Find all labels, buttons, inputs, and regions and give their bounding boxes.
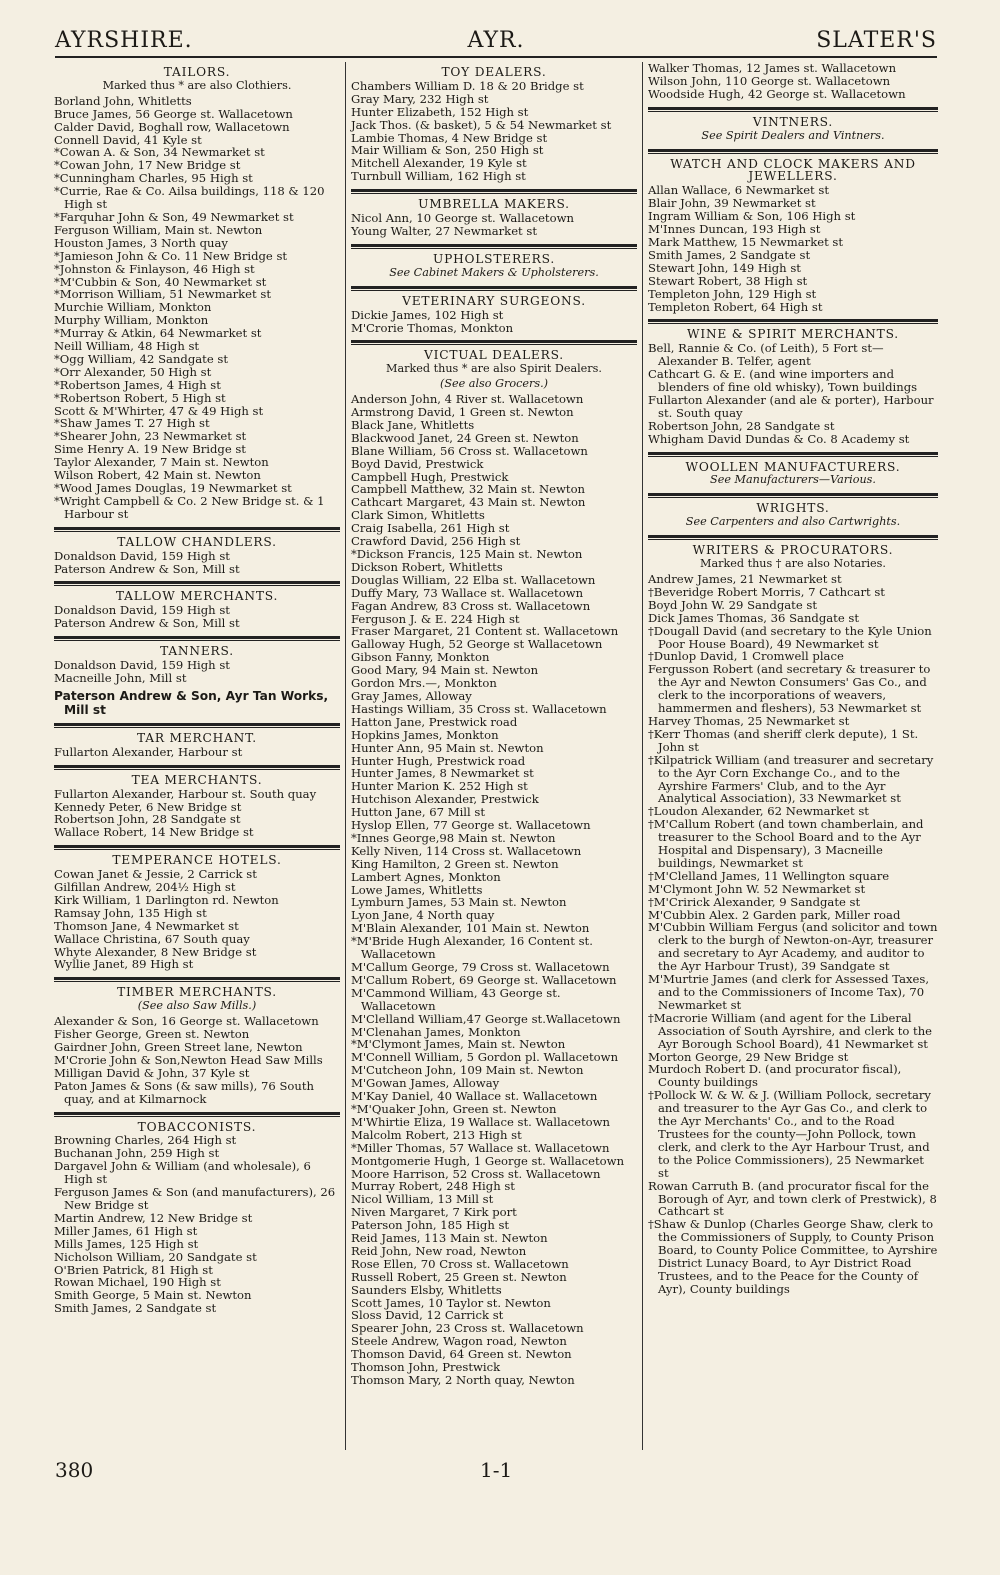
section-cross-reference: See Carpenters and also Cartwrights. xyxy=(685,515,901,529)
directory-entry: Campbell Hugh, Prestwick xyxy=(351,469,509,484)
directory-entry: Cowan Janet & Jessie, 2 Carrick st xyxy=(54,867,257,882)
advertised-entry: Paterson Andrew & Son, Ayr Tan Works, Mill st xyxy=(54,688,329,717)
directory-entry: Thomson John, Prestwick xyxy=(351,1360,501,1375)
directory-entry: Sloss David, 12 Carrick st xyxy=(351,1308,504,1323)
section-rule xyxy=(54,1112,340,1117)
directory-entry: Good Mary, 94 Main st. Newton xyxy=(351,663,539,678)
directory-entry: *Shaw James T. 27 High st xyxy=(54,416,210,431)
section-title: TEA MERCHANTS. xyxy=(131,772,263,787)
column-divider xyxy=(345,62,346,1450)
directory-section xyxy=(54,590,340,630)
directory-entry: †Beveridge Robert Morris, 7 Cathcart st xyxy=(648,584,885,599)
directory-section xyxy=(351,253,637,280)
directory-entry: Alexander & Son, 16 George st. Wallacetown xyxy=(54,1014,319,1029)
directory-entry: M'Clymont John W. 52 Newmarket st xyxy=(648,881,866,896)
directory-entry: Sime Henry A. 19 New Bridge st xyxy=(54,442,246,457)
directory-entry: Hyslop Ellen, 77 George st. Wallacetown xyxy=(351,818,591,833)
section-title: TAR MERCHANT. xyxy=(137,730,257,745)
directory-entry: Dick James Thomas, 36 Sandgate st xyxy=(648,610,859,625)
section-title: TALLOW MERCHANTS. xyxy=(115,589,279,604)
directory-section xyxy=(54,732,340,759)
directory-entry: Taylor Alexander, 7 Main st. Newton xyxy=(54,455,269,470)
column-middle xyxy=(351,62,637,1393)
directory-entry: Jack Thos. (& basket), 5 & 54 Newmarket st xyxy=(351,117,612,132)
directory-entry: Lambert Agnes, Monkton xyxy=(351,869,501,884)
directory-entry: Hopkins James, Monkton xyxy=(351,727,499,742)
signature-mark: 1-1 xyxy=(480,1458,513,1482)
directory-entry: Connell David, 41 Kyle st xyxy=(54,132,202,147)
directory-entry: Calder David, Boghall row, Wallacetown xyxy=(54,119,290,134)
directory-entry: Hutchison Alexander, Prestwick xyxy=(351,792,539,807)
directory-entry: Borland John, Whitletts xyxy=(54,93,192,108)
directory-entry: Dargavel John & William (and wholesale), 6 High st xyxy=(54,1159,311,1187)
directory-section xyxy=(351,295,637,335)
directory-entry: Malcolm Robert, 213 High st xyxy=(351,1127,522,1142)
directory-entry: King Hamilton, 2 Green st. Newton xyxy=(351,856,559,871)
directory-entry: M'Crorie John & Son,Newton Head Saw Mills xyxy=(54,1052,323,1067)
directory-entry: Wyllie Janet, 89 High st xyxy=(54,957,194,972)
header-rule xyxy=(55,56,937,58)
section-title: TANNERS. xyxy=(160,644,234,659)
directory-entry: Craig Isabella, 261 High st xyxy=(351,521,510,536)
directory-entry: Nicol Ann, 10 George st. Wallacetown xyxy=(351,211,574,226)
directory-section xyxy=(54,774,340,840)
directory-entry: Kennedy Peter, 6 New Bridge st xyxy=(54,799,242,814)
directory-entry: Allan Wallace, 6 Newmarket st xyxy=(648,183,830,198)
directory-entry: Murchie William, Monkton xyxy=(54,300,212,315)
directory-entry: †M'Cririck Alexander, 9 Sandgate st xyxy=(648,894,861,909)
directory-entry: *Dickson Francis, 125 Main st. Newton xyxy=(351,547,583,561)
directory-entry: *Jamieson John & Co. 11 New Bridge st xyxy=(54,248,288,263)
directory-entry: Bell, Rannie & Co. (of Leith), 5 Fort st—Alexander B. Telfer, agent xyxy=(648,341,884,369)
directory-entry: Paterson Andrew & Son, Mill st xyxy=(54,561,240,576)
directory-section xyxy=(648,116,938,143)
directory-entry: *Morrison William, 51 Newmarket st xyxy=(54,287,271,302)
section-title: TEMPERANCE HOTELS. xyxy=(112,853,282,868)
section-rule xyxy=(351,286,637,291)
section-rule xyxy=(648,452,938,457)
directory-entry: M'Murtrie James (and clerk for Assessed Taxes, and to the Commissioners of Income Tax), 70 Newmarket st xyxy=(648,972,930,1012)
directory-entry: *Cowan A. & Son, 34 Newmarket st xyxy=(54,145,265,160)
directory-entry: Gray Mary, 232 High st xyxy=(351,91,489,106)
section-title: WRITERS & PROCURATORS. xyxy=(692,543,894,558)
directory-entry: Walker Thomas, 12 James st. Wallacetown xyxy=(648,61,897,75)
directory-entry: Dickie James, 102 High st xyxy=(351,307,504,322)
section-title: VETERINARY SURGEONS. xyxy=(402,293,586,308)
directory-entry: Wilson John, 110 George st. Wallacetown xyxy=(648,73,891,88)
directory-entry: Fraser Margaret, 21 Content st. Wallacetown xyxy=(351,624,619,639)
directory-entry: Murray Robert, 248 High st xyxy=(351,1179,515,1194)
directory-entry: Fullarton Alexander, Harbour st xyxy=(54,744,243,759)
directory-entry: Hunter Marion K. 252 High st xyxy=(351,779,528,794)
section-rule xyxy=(54,636,340,641)
directory-entry: Blane William, 56 Cross st. Wallacetown xyxy=(351,443,588,458)
directory-entry: *M'Quaker John, Green st. Newton xyxy=(351,1101,557,1116)
section-title: UMBRELLA MAKERS. xyxy=(418,197,570,212)
directory-entry: M'Cutcheon John, 109 Main st. Newton xyxy=(351,1063,584,1078)
directory-entry: M'Blain Alexander, 101 Main st. Newton xyxy=(351,921,590,936)
directory-entry: Smith James, 2 Sandgate st xyxy=(648,247,811,262)
directory-section xyxy=(648,502,938,529)
directory-entry: Mark Matthew, 15 Newmarket st xyxy=(648,234,844,249)
directory-entry: *Ogg William, 42 Sandgate st xyxy=(54,351,228,366)
header-county: AYRSHIRE. xyxy=(55,28,193,53)
directory-entry: M'Clenahan James, Monkton xyxy=(351,1024,521,1039)
directory-entry: Rowan Carruth B. (and procurator fiscal for the Borough of Ayr, and town clerk of Prestwick), 8 Cathcart st xyxy=(648,1178,937,1219)
directory-entry: Saunders Elsby, Whitletts xyxy=(351,1282,502,1297)
section-rule xyxy=(648,149,938,154)
directory-entry: Hutton Jane, 67 Mill st xyxy=(351,805,486,820)
directory-entry: Hastings William, 35 Cross st. Wallacetown xyxy=(351,701,607,716)
directory-entry: Hunter Elizabeth, 152 High st xyxy=(351,104,529,119)
directory-entry: *Currie, Rae & Co. Ailsa buildings, 118 & 120 High st xyxy=(54,184,325,212)
directory-entry: Douglas William, 22 Elba st. Wallacetown xyxy=(351,572,596,587)
section-cross-reference: See Manufacturers—Various. xyxy=(710,473,876,487)
directory-entry: Browning Charles, 264 High st xyxy=(54,1133,237,1148)
directory-entry: Fullarton Alexander (and ale & porter), Harbour st. South quay xyxy=(648,392,934,420)
section-note: Marked thus * are also Clothiers. xyxy=(102,78,292,92)
directory-entry: †Macrorie William (and agent for the Liberal Association of South Ayrshire, and clerk to the Ayr Borough School Board), 41 Newmarket st xyxy=(648,1010,933,1051)
directory-entry: Hunter Ann, 95 Main st. Newton xyxy=(351,740,544,755)
directory-entry: *Murray & Atkin, 64 Newmarket st xyxy=(54,326,262,341)
directory-entry: M'Crorie Thomas, Monkton xyxy=(351,320,514,335)
directory-entry: Whigham David Dundas & Co. 8 Academy st xyxy=(648,431,910,446)
column-divider xyxy=(642,62,643,1450)
directory-entry: Gray James, Alloway xyxy=(351,688,472,703)
directory-entry: M'Connell William, 5 Gordon pl. Wallacetown xyxy=(351,1050,619,1065)
directory-section xyxy=(54,854,340,971)
section-note: Marked thus † are also Notaries. xyxy=(700,557,886,571)
directory-entry: *Shearer John, 23 Newmarket st xyxy=(54,429,247,444)
directory-entry: Houston James, 3 North quay xyxy=(54,235,228,250)
directory-entry: Young Walter, 27 Newmarket st xyxy=(351,223,538,238)
directory-entry: Lymburn James, 53 Main st. Newton xyxy=(351,895,567,910)
directory-entry: Fagan Andrew, 83 Cross st. Wallacetown xyxy=(351,598,591,613)
directory-entry: Chambers William D. 18 & 20 Bridge st xyxy=(351,78,584,93)
directory-entry: Fullarton Alexander, Harbour st. South quay xyxy=(54,786,317,801)
section-rule xyxy=(351,244,637,249)
directory-section xyxy=(351,349,637,1387)
directory-entry: *Robertson Robert, 5 High st xyxy=(54,390,226,405)
directory-section xyxy=(648,328,938,445)
directory-entry: †Pollock W. & W. & J. (William Pollock, secretary and treasurer to the Ayr Gas Co., and clerk to the Ayr Merchants' Co., and to the Road Trustees for the county—John Pollock, town clerk, and clerk to the Ayr Harbour Trust, and to the Police Commissioners), 25 Newmarket st xyxy=(648,1088,931,1180)
directory-entry: Scott & M'Whirter, 47 & 49 High st xyxy=(54,403,264,418)
directory-entry: Milligan David & John, 37 Kyle st xyxy=(54,1065,250,1080)
directory-entry: *Wright Campbell & Co. 2 New Bridge st. & 1 Harbour st xyxy=(54,493,325,521)
directory-entry: *M'Clymont James, Main st. Newton xyxy=(351,1037,566,1052)
directory-section xyxy=(54,1121,340,1316)
directory-entry: Montgomerie Hugh, 1 George st. Wallacetown xyxy=(351,1153,625,1168)
directory-entry: Bruce James, 56 George st. Wallacetown xyxy=(54,106,293,121)
directory-entry: Rose Ellen, 70 Cross st. Wallacetown xyxy=(351,1256,569,1271)
directory-entry: Gairdner John, Green Street lane, Newton xyxy=(54,1040,303,1054)
directory-entry: Scott James, 10 Taylor st. Newton xyxy=(351,1295,551,1310)
directory-entry: Cathcart G. & E. (and wine importers and blenders of fine old whisky), Town buildings xyxy=(648,367,918,395)
section-title: WRIGHTS. xyxy=(756,501,830,516)
directory-entry: Stewart Robert, 38 High st xyxy=(648,273,808,288)
directory-entry: Smith James, 2 Sandgate st xyxy=(54,1301,217,1316)
directory-entry: *Robertson James, 4 High st xyxy=(54,377,221,392)
directory-entry: Ferguson J. & E. 224 High st xyxy=(351,611,520,626)
section-rule xyxy=(648,493,938,498)
directory-entry: Gilfillan Andrew, 204½ High st xyxy=(54,880,236,895)
directory-entry: Andrew James, 21 Newmarket st xyxy=(648,572,842,586)
directory-entry: Niven Margaret, 7 Kirk port xyxy=(351,1205,517,1220)
directory-entry: Hunter Hugh, Prestwick road xyxy=(351,753,526,768)
directory-entry: M'Cammond William, 43 George st. Wallacetown xyxy=(351,985,561,1013)
directory-entry: Gordon Mrs.—, Monkton xyxy=(351,676,497,691)
directory-entry: Harvey Thomas, 25 Newmarket st xyxy=(648,713,850,728)
directory-entry: Hunter James, 8 Newmarket st xyxy=(351,766,534,781)
directory-entry: Morton George, 29 New Bridge st xyxy=(648,1049,849,1064)
directory-entry: †Kilpatrick William (and treasurer and secretary to the Ayr Corn Exchange Co., and to the Ayrshire Farmers' Club, and to the Ayr Analytical Association), 33 Newmarket st xyxy=(648,752,934,806)
directory-entry: Fisher George, Green st. Newton xyxy=(54,1027,250,1042)
directory-entry: Wilson Robert, 42 Main st. Newton xyxy=(54,468,261,483)
directory-entry: Armstrong David, 1 Green st. Newton xyxy=(351,405,574,420)
section-cross-reference: (See also Grocers.) xyxy=(439,377,549,391)
directory-entry: Gibson Fanny, Monkton xyxy=(351,650,490,665)
directory-entry: Boyd John W. 29 Sandgate st xyxy=(648,597,817,612)
section-cross-reference: See Cabinet Makers & Upholsterers. xyxy=(389,265,599,279)
directory-entry: †M'Clelland James, 11 Wellington square xyxy=(648,868,890,883)
section-rule xyxy=(54,845,340,850)
section-title: WINE & SPIRIT MERCHANTS. xyxy=(687,327,899,342)
directory-entry: Thomson Mary, 2 North quay, Newton xyxy=(351,1373,575,1387)
directory-entry: M'Cubbin Alex. 2 Garden park, Miller road xyxy=(648,907,901,922)
section-title: TOBACCONISTS. xyxy=(137,1119,257,1134)
directory-entry: Ramsay John, 135 High st xyxy=(54,905,207,920)
directory-entry: †Dunlop David, 1 Cromwell place xyxy=(648,649,844,664)
column-left xyxy=(54,62,340,1321)
page-number: 380 xyxy=(55,1458,94,1482)
section-title: WATCH AND CLOCK MAKERS AND JEWELLERS. xyxy=(670,156,916,184)
directory-entry: Paterson John, 185 High st xyxy=(351,1218,510,1233)
directory-entry: Fergusson Robert (and secretary & treasurer to the Ayr and Newton Consumers' Gas Co., and clerk to the incorporations of weavers, hammermen and fleshers), 53 Newmarket st xyxy=(648,662,931,716)
directory-section xyxy=(648,461,938,488)
directory-entry: Whyte Alexander, 8 New Bridge st xyxy=(54,944,257,959)
directory-section xyxy=(54,986,340,1105)
section-rule xyxy=(54,977,340,982)
directory-entry: Thomson David, 64 Green st. Newton xyxy=(351,1347,572,1362)
directory-entry: Miller James, 61 High st xyxy=(54,1223,198,1238)
directory-entry: Smith George, 5 Main st. Newton xyxy=(54,1288,252,1303)
directory-entry: M'Clelland William,47 George st.Wallacetown xyxy=(351,1011,621,1026)
section-rule xyxy=(351,340,637,345)
directory-entry: Turnbull William, 162 High st xyxy=(351,169,526,184)
directory-entry: Robertson John, 28 Sandgate st xyxy=(648,418,835,433)
directory-entry: Paterson Andrew & Son, Mill st xyxy=(54,616,240,631)
section-title: TALLOW CHANDLERS. xyxy=(117,534,277,549)
directory-entry: *Farquhar John & Son, 49 Newmarket st xyxy=(54,209,294,224)
directory-entry: †Kerr Thomas (and sheriff clerk depute), 1 St. John st xyxy=(648,726,919,754)
directory-section xyxy=(351,66,637,183)
directory-entry: Russell Robert, 25 Green st. Newton xyxy=(351,1269,567,1284)
directory-entry: *Cowan John, 17 New Bridge st xyxy=(54,158,241,173)
directory-section xyxy=(648,544,938,1296)
directory-entry: Macneille John, Mill st xyxy=(54,670,187,685)
directory-entry: Anderson John, 4 River st. Wallacetown xyxy=(351,392,584,407)
directory-entry: Paton James & Sons (& saw mills), 76 South quay, and at Kilmarnock xyxy=(54,1078,314,1106)
directory-entry: Reid James, 113 Main st. Newton xyxy=(351,1231,548,1246)
section-rule xyxy=(351,189,637,194)
directory-entry: Robertson John, 28 Sandgate st xyxy=(54,812,241,827)
directory-entry: Galloway Hugh, 52 George st Wallacetown xyxy=(351,637,603,652)
directory-entry: M'Callum Robert, 69 George st. Wallacetown xyxy=(351,972,617,987)
directory-entry: †Dougall David (and secretary to the Kyle Union Poor House Board), 49 Newmarket st xyxy=(648,623,932,651)
directory-entry: Cathcart Margaret, 43 Main st. Newton xyxy=(351,495,586,510)
directory-entry: Kirk William, 1 Darlington rd. Newton xyxy=(54,892,279,907)
directory-entry: *Cunningham Charles, 95 High st xyxy=(54,171,253,186)
directory-entry: *M'Cubbin & Son, 40 Newmarket st xyxy=(54,274,267,289)
directory-entry: Martin Andrew, 12 New Bridge st xyxy=(54,1210,253,1225)
directory-entry: †Shaw & Dunlop (Charles George Shaw, clerk to the Commissioners of Supply, to County Prison Board, to County Police Committee, to Ayrshire District Lunacy Board, to Ayr District Road Trustees, and to the Peace for the County of Ayr), County buildings xyxy=(648,1217,938,1296)
directory-entry: Kelly Niven, 114 Cross st. Wallacetown xyxy=(351,843,582,858)
directory-entry: Lowe James, Whitletts xyxy=(351,882,483,897)
section-rule xyxy=(54,723,340,728)
directory-entry: *Miller Thomas, 57 Wallace st. Wallacetown xyxy=(351,1140,610,1155)
section-cross-reference: See Spirit Dealers and Vintners. xyxy=(701,128,885,142)
directory-entry: M'Kay Daniel, 40 Wallace st. Wallacetown xyxy=(351,1089,598,1104)
directory-entry: M'Gowan James, Alloway xyxy=(351,1076,500,1091)
directory-entry: Thomson Jane, 4 Newmarket st xyxy=(54,918,239,933)
directory-entry: Clark Simon, Whitletts xyxy=(351,508,485,523)
section-title: TOY DEALERS. xyxy=(441,65,547,79)
directory-entry: Campbell Matthew, 32 Main st. Newton xyxy=(351,482,586,497)
running-header xyxy=(55,28,937,54)
directory-entry: Duffy Mary, 73 Wallace st. Wallacetown xyxy=(351,585,584,600)
directory-entry: Blair John, 39 Newmarket st xyxy=(648,196,816,211)
directory-entry: Ferguson James & Son (and manufacturers), 26 New Bridge st xyxy=(54,1185,336,1212)
section-cross-reference: (See also Saw Mills.) xyxy=(137,999,257,1013)
directory-entry: Crawford David, 256 High st xyxy=(351,534,521,549)
directory-entry: M'Callum George, 79 Cross st. Wallacetown xyxy=(351,960,610,974)
directory-entry: Hatton Jane, Prestwick road xyxy=(351,714,518,729)
directory-entry: Rowan Michael, 190 High st xyxy=(54,1275,221,1290)
directory-section xyxy=(648,158,938,314)
directory-entry: Wallace Robert, 14 New Bridge st xyxy=(54,825,254,840)
section-rule xyxy=(54,581,340,586)
directory-entry: Mair William & Son, 250 High st xyxy=(351,143,544,158)
directory-entry: Templeton John, 129 High st xyxy=(648,286,817,301)
directory-entry: *Johnston & Finlayson, 46 High st xyxy=(54,261,255,276)
directory-entry: Murphy William, Monkton xyxy=(54,313,209,328)
section-title: VICTUAL DEALERS. xyxy=(424,348,564,363)
directory-section xyxy=(351,198,637,238)
directory-entry: O'Brien Patrick, 81 High st xyxy=(54,1262,213,1277)
directory-section xyxy=(54,645,340,717)
directory-entry: Stewart John, 149 High st xyxy=(648,260,801,275)
directory-entry: Neill William, 48 High st xyxy=(54,339,200,354)
directory-entry: M'Whirtie Eliza, 19 Wallace st. Wallacetown xyxy=(351,1114,611,1129)
directory-entry: Buchanan John, 259 High st xyxy=(54,1146,220,1161)
directory-entry: Reid John, New road, Newton xyxy=(351,1243,527,1258)
directory-entry: Dickson Robert, Whitletts xyxy=(351,559,503,574)
directory-entry: M'Cubbin William Fergus (and solicitor and town clerk to the burgh of Newton-on-Ayr, treasurer and secretary to Ayr Academy, and auditor to the Ayr Harbour Trust), 39 Sandgate st xyxy=(648,920,938,974)
section-note: Marked thus * are also Spirit Dealers. xyxy=(386,362,602,376)
directory-entry: Wallace Christina, 67 South quay xyxy=(54,931,250,946)
header-town: AYR. xyxy=(467,28,525,53)
directory-entry: *Wood James Douglas, 19 Newmarket st xyxy=(54,481,292,495)
directory-entry: Templeton Robert, 64 High st xyxy=(648,299,823,314)
directory-entry: Lambie Thomas, 4 New Bridge st xyxy=(351,130,548,145)
directory-entry: Donaldson David, 159 High st xyxy=(54,603,230,618)
section-rule xyxy=(54,765,340,770)
directory-entry: Spearer John, 23 Cross st. Wallacetown xyxy=(351,1321,584,1336)
section-title: UPHOLSTERERS. xyxy=(433,251,555,266)
directory-entry: Donaldson David, 159 High st xyxy=(54,548,230,563)
section-title: WOOLLEN MANUFACTURERS. xyxy=(685,459,901,474)
directory-entry: Donaldson David, 159 High st xyxy=(54,658,230,673)
column-right xyxy=(648,62,938,1302)
directory-entry: Moore Harrison, 52 Cross st. Wallacetown xyxy=(351,1166,601,1181)
directory-entry: Steele Andrew, Wagon road, Newton xyxy=(351,1334,567,1349)
directory-entry: †M'Callum Robert (and town chamberlain, and treasurer to the School Board and to the Ayr Hospital and Dispensary), 3 Macneille buildings, Newmarket st xyxy=(648,817,924,870)
directory-entry: Blackwood Janet, 24 Green st. Newton xyxy=(351,430,579,445)
directory-entry: Mills James, 125 High st xyxy=(54,1236,199,1251)
directory-entry: Ingram William & Son, 106 High st xyxy=(648,209,856,224)
directory-entry: Nicol William, 13 Mill st xyxy=(351,1192,494,1207)
directory-entry: Murdoch Robert D. (and procurator fiscal), County buildings xyxy=(648,1062,902,1090)
directory-entry: †Loudon Alexander, 62 Newmarket st xyxy=(648,804,869,819)
directory-entry: Woodside Hugh, 42 George st. Wallacetown xyxy=(648,86,906,101)
directory-entry: Boyd David, Prestwick xyxy=(351,456,484,471)
section-title: TAILORS. xyxy=(163,65,231,79)
directory-entry: *Innes George,98 Main st. Newton xyxy=(351,830,556,845)
header-publisher: SLATER'S xyxy=(816,28,937,53)
section-rule xyxy=(648,107,938,112)
section-rule xyxy=(648,535,938,540)
section-title: TIMBER MERCHANTS. xyxy=(117,985,277,1000)
directory-section xyxy=(54,66,340,521)
section-rule xyxy=(54,527,340,532)
directory-entry: Lyon Jane, 4 North quay xyxy=(351,908,495,923)
directory-entry: Mitchell Alexander, 19 Kyle st xyxy=(351,156,527,171)
directory-entry: Black Jane, Whitletts xyxy=(351,417,475,432)
directory-entry: Ferguson William, Main st. Newton xyxy=(54,222,263,237)
section-title: VINTNERS. xyxy=(752,114,834,129)
directory-entry: *M'Bride Hugh Alexander, 16 Content st. Wallacetown xyxy=(351,934,593,962)
directory-entry: M'Innes Duncan, 193 High st xyxy=(648,222,821,237)
section-rule xyxy=(648,319,938,324)
directory-entry: *Orr Alexander, 50 High st xyxy=(54,364,212,379)
directory-section xyxy=(54,536,340,576)
directory-entry: Nicholson William, 20 Sandgate st xyxy=(54,1249,257,1264)
